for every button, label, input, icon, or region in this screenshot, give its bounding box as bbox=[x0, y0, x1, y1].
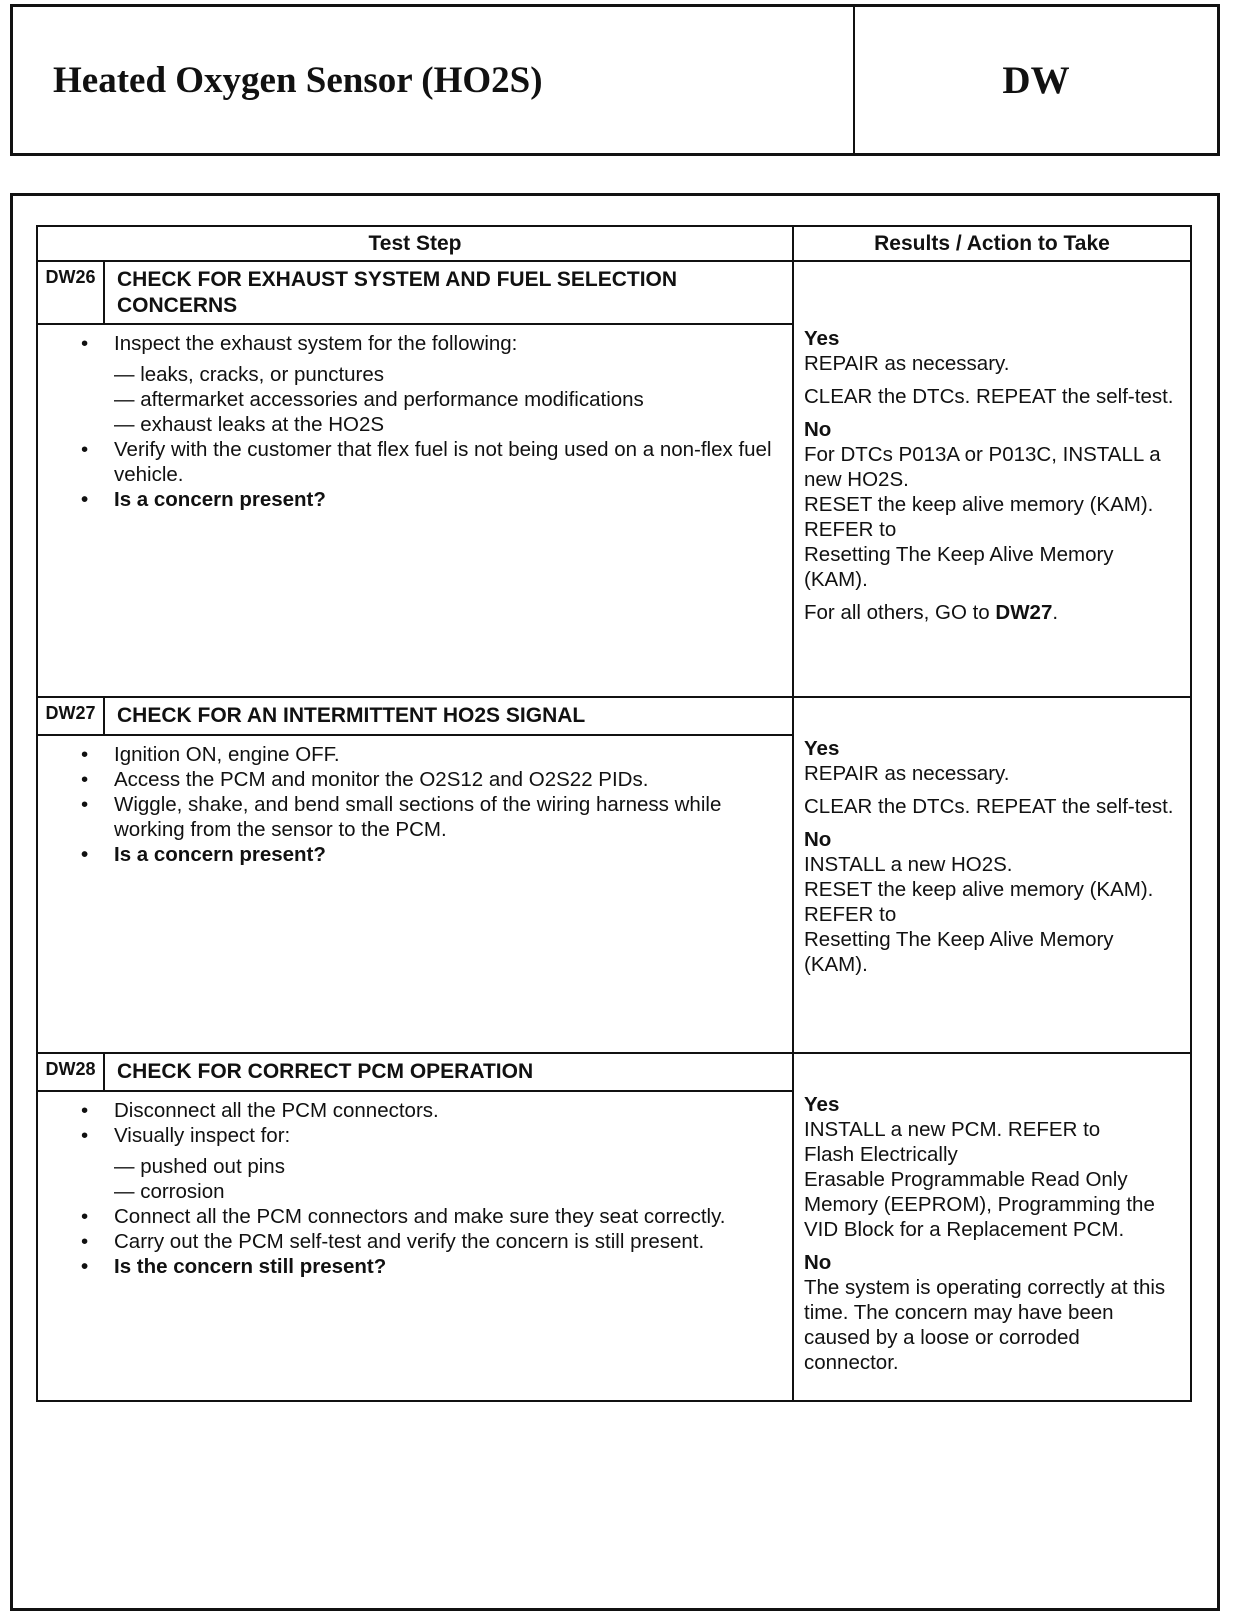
diagnostic-table bbox=[36, 225, 1192, 1402]
list-item: • Visually inspect for: bbox=[114, 1123, 776, 1148]
no-action: RESET the keep alive memory (KAM). REFER to bbox=[804, 493, 1154, 541]
list-item: — corrosion bbox=[114, 1179, 225, 1203]
page-header bbox=[10, 4, 1220, 156]
no-action: Resetting The Keep Alive Memory (KAM). bbox=[804, 928, 1114, 976]
yes-action: INSTALL a new PCM. REFER to bbox=[804, 1118, 1101, 1141]
list-item: • Carry out the PCM self-test and verify the concern is still present. bbox=[114, 1229, 776, 1254]
step-instructions bbox=[38, 736, 792, 877]
column-header-test-step: Test Step bbox=[38, 227, 794, 260]
list-item: — pushed out pins bbox=[114, 1154, 285, 1178]
step-title-bar bbox=[38, 698, 792, 736]
no-label: No bbox=[804, 828, 832, 851]
step-results bbox=[794, 1054, 1190, 1400]
list-item: • Connect all the PCM connectors and make sure they seat correctly. bbox=[114, 1204, 776, 1229]
list-item: • Wiggle, shake, and bend small sections of the wiring harness while working from the sensor to the PCM. bbox=[114, 792, 776, 842]
list-item: • Ignition ON, engine OFF. bbox=[114, 742, 776, 767]
table-row bbox=[38, 262, 1190, 698]
list-item: • Access the PCM and monitor the O2S12 and O2S22 PIDs. bbox=[114, 767, 776, 792]
no-action-end: . bbox=[1052, 601, 1059, 624]
no-action: For DTCs P013A or P013C, INSTALL a new HO2S. bbox=[804, 443, 1161, 491]
step-title-bar bbox=[38, 262, 792, 325]
list-item: — exhaust leaks at the HO2S bbox=[114, 413, 385, 437]
yes-label: Yes bbox=[804, 737, 840, 760]
column-header-results: Results / Action to Take bbox=[874, 231, 1110, 255]
yes-label: Yes bbox=[804, 1093, 840, 1116]
step-instructions bbox=[38, 325, 792, 522]
list-item: • Verify with the customer that flex fuel is not being used on a non-flex fuel vehicle. bbox=[114, 437, 776, 487]
step-id: DW28 bbox=[38, 1054, 105, 1090]
no-label: No bbox=[804, 418, 832, 441]
step-title: CHECK FOR CORRECT PCM OPERATION bbox=[117, 1060, 534, 1083]
no-action: INSTALL a new HO2S. bbox=[804, 853, 1013, 876]
list-item: • Disconnect all the PCM connectors. bbox=[114, 1098, 776, 1123]
no-action-text: For all others, GO to bbox=[804, 601, 990, 624]
step-title: CHECK FOR AN INTERMITTENT HO2S SIGNAL bbox=[117, 704, 586, 727]
section-code: DW bbox=[1002, 58, 1070, 102]
step-results bbox=[794, 698, 1190, 1052]
table-row bbox=[38, 1054, 1190, 1400]
step-question: • Is a concern present? bbox=[114, 842, 776, 867]
table-header bbox=[38, 227, 1190, 262]
yes-label: Yes bbox=[804, 327, 840, 350]
page-title: Heated Oxygen Sensor (HO2S) bbox=[13, 7, 855, 153]
list-item: — aftermarket accessories and performance modifications bbox=[114, 388, 644, 412]
step-instructions bbox=[38, 1092, 792, 1289]
yes-action: CLEAR the DTCs. REPEAT the self-test. bbox=[804, 385, 1174, 408]
yes-action: CLEAR the DTCs. REPEAT the self-test. bbox=[804, 795, 1174, 818]
no-action: Resetting The Keep Alive Memory (KAM). bbox=[804, 543, 1114, 591]
list-item: • Inspect the exhaust system for the following: bbox=[114, 331, 776, 356]
step-title: CHECK FOR EXHAUST SYSTEM AND FUEL SELECTION CONCERNS bbox=[117, 268, 678, 317]
no-action: RESET the keep alive memory (KAM). REFER to bbox=[804, 878, 1154, 926]
step-title-bar bbox=[38, 1054, 792, 1092]
step-question: • Is a concern present? bbox=[114, 487, 776, 512]
step-results bbox=[794, 262, 1190, 696]
yes-action: REPAIR as necessary. bbox=[804, 762, 1010, 785]
step-question: • Is the concern still present? bbox=[114, 1254, 776, 1279]
step-id: DW27 bbox=[38, 698, 105, 734]
yes-action: Erasable Programmable Read Only Memory (EEPROM), Programming the VID Block for a Replacement PCM. bbox=[804, 1168, 1155, 1241]
yes-action: Flash Electrically bbox=[804, 1143, 958, 1166]
step-reference-link[interactable]: DW27 bbox=[995, 601, 1053, 624]
yes-action: REPAIR as necessary. bbox=[804, 352, 1010, 375]
list-item: — leaks, cracks, or punctures bbox=[114, 363, 385, 387]
no-label: No bbox=[804, 1251, 832, 1274]
no-action: The system is operating correctly at this time. The concern may have been caused by a loose or corroded connector. bbox=[804, 1276, 1166, 1374]
table-row bbox=[38, 698, 1190, 1054]
step-id: DW26 bbox=[38, 262, 105, 323]
no-action bbox=[804, 600, 1180, 625]
